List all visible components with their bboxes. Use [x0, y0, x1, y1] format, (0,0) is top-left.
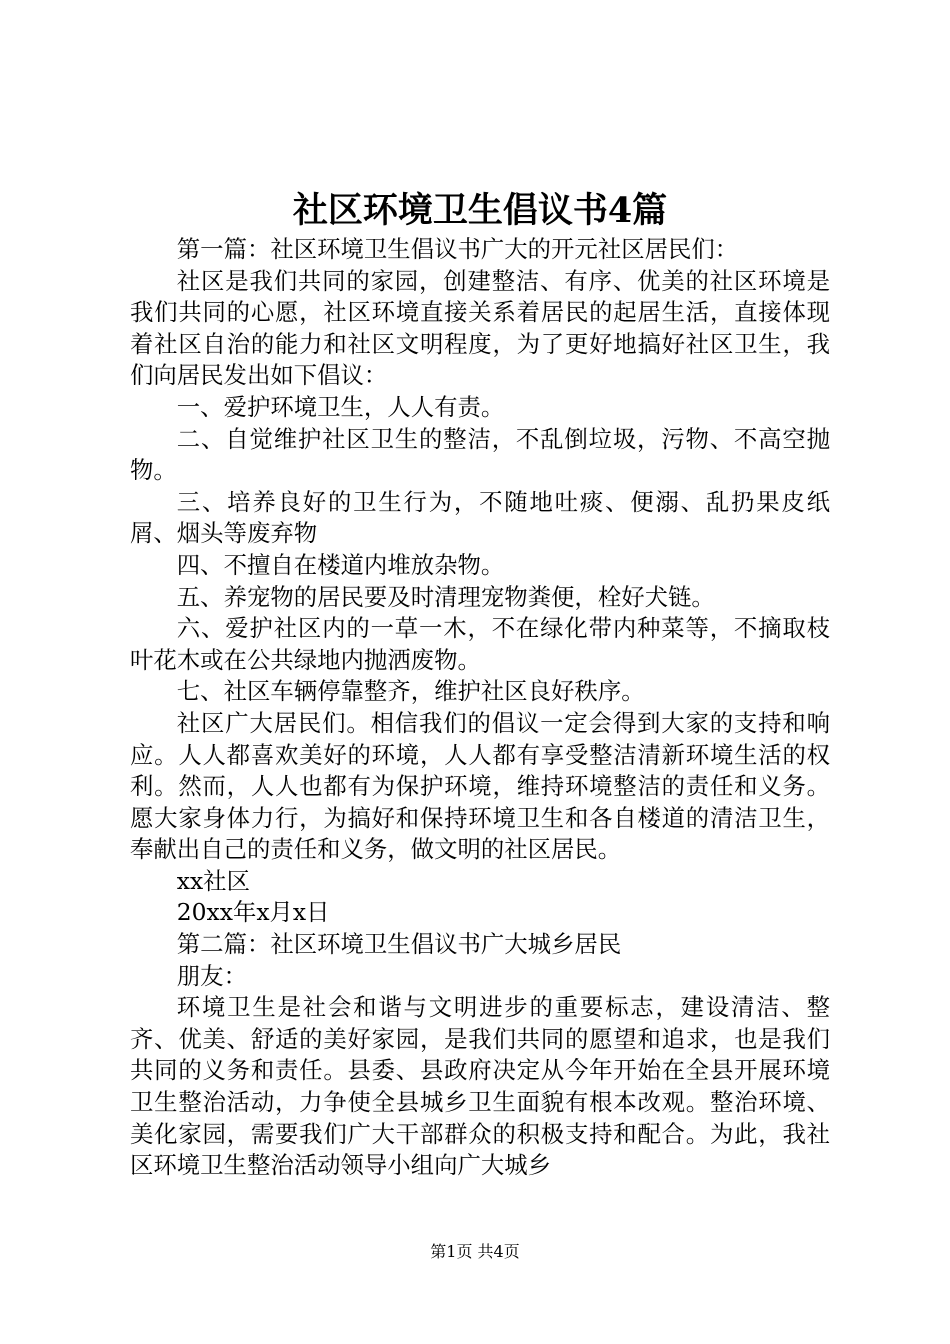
paragraph: 社区广大居民们。相信我们的倡议一定会得到大家的支持和响应。人人都喜欢美好的环境，人人都有享受整洁清新环境生活的权利。然而，人人也都有为保护环境，维持环境整洁的责任和义务。愿大家身体力行，为搞好和保持环境卫生和各自楼道的清洁卫生，奉献出自己的责任和义务，做文明的社区居民。 [130, 708, 830, 864]
paragraph: 朋友： [176, 961, 247, 990]
paragraph: 第一篇：社区环境卫生倡议书广大的开元社区居民们： [176, 235, 739, 263]
paragraph: 五、养宠物的居民要及时清理宠物粪便，栓好犬链。 [176, 582, 715, 611]
paragraph: 二、自觉维护社区卫生的整洁，不乱倒垃圾，污物、不高空抛物。 [130, 424, 830, 485]
paragraph: 环境卫生是社会和谐与文明进步的重要标志，建设清洁、整齐、优美、舒适的美好家园，是我们共同的愿望和追求，也是我们共同的义务和责任。县委、县政府决定从今年开始在全县开展环境卫生整治活动，力争使全县城乡卫生面貌有根本改观。整治环境、美化家园，需要我们广大干部群众的积极支持和配合。为此，我社区环境卫生整治活动领导小组向广大城乡 [130, 993, 830, 1180]
paragraph: 第二篇：社区环境卫生倡议书广大城乡居民 [176, 930, 622, 959]
paragraph: 社区是我们共同的家园，创建整洁、有序、优美的社区环境是我们共同的心愿，社区环境直接关系着居民的起居生活，直接体现着社区自治的能力和社区文明程度，为了更好地搞好社区卫生，我们向居民发出如下倡议： [130, 266, 830, 390]
paragraph: 一、爱护环境卫生，人人有责。 [176, 392, 505, 421]
page-number-footer: 第1页 共4页 [430, 1242, 520, 1261]
document-body [130, 234, 830, 1182]
paragraph: 七、社区车辆停靠整齐，维护社区良好秩序。 [176, 677, 645, 706]
paragraph: 三、培养良好的卫生行为，不随地吐痰、便溺、乱扔果皮纸屑、烟头等废弃物 [130, 487, 830, 548]
paragraph: 六、爱护社区内的一草一木，不在绿化带内种菜等，不摘取枝叶花木或在公共绿地内抛洒废物。 [130, 614, 830, 674]
signature-community: xx社区 [176, 866, 250, 895]
signature-date: 20xx年x月x日 [176, 898, 330, 927]
document-title: 社区环境卫生倡议书4篇 [292, 190, 668, 231]
paragraph: 四、不擅自在楼道内堆放杂物。 [176, 550, 505, 579]
